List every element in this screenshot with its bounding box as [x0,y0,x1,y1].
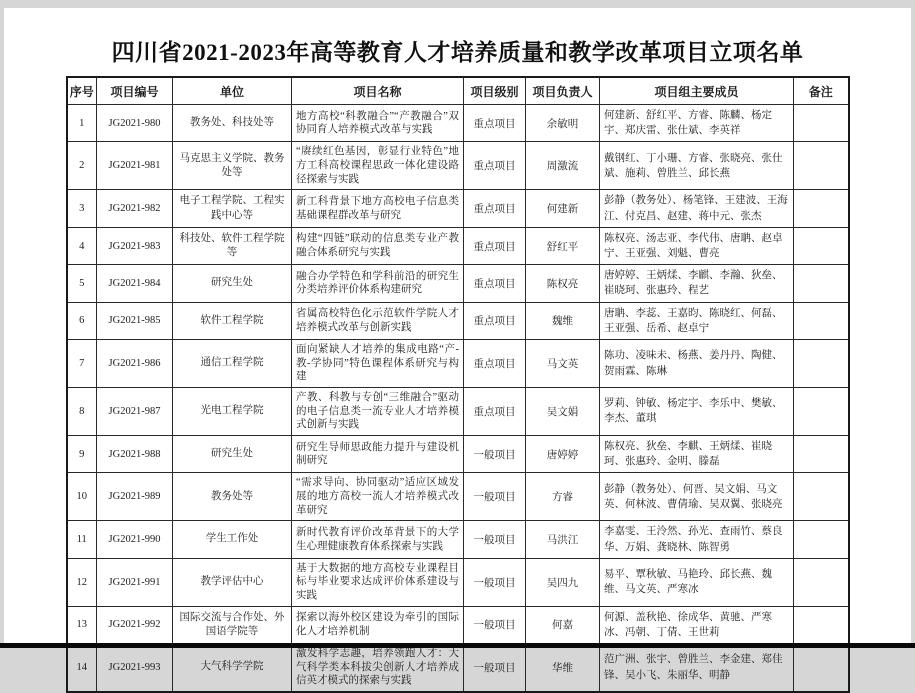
cell-no: 10 [67,473,97,521]
cell-level: 重点项目 [464,142,526,190]
cell-members: 李嘉雯、王泠然、孙光、查雨竹、蔡良华、万娟、龚晓林、陈智勇 [600,521,794,558]
cell-unit: 科技处、软件工程学院等 [173,227,292,264]
cell-note [794,388,849,436]
cell-name: 基于大数据的地方高校专业课程目标与毕业要求达成评价体系建设与实践 [292,558,464,606]
cell-unit: 学生工作处 [173,521,292,558]
cell-name: 激发科学志趣，培养领跑人才：大气科学类本科拔尖创新人才培养成信英才模式的探索与实践 [292,644,464,692]
cell-no: 1 [67,105,97,142]
cell-name: 省属高校特色化示范软件学院人才培养模式改革与创新实践 [292,302,464,339]
header-row [67,77,849,105]
cell-note [794,105,849,142]
cell-note [794,302,849,339]
cell-unit: 马克思主义学院、教务处等 [173,142,292,190]
scan-bottom-edge [0,643,915,648]
cell-name: 研究生导师思政能力提升与建设机制研究 [292,435,464,472]
cell-level: 一般项目 [464,521,526,558]
cell-code: JG2021-982 [97,190,173,227]
column-header-name: 项目名称 [292,77,464,105]
cell-name: “赓续红色基因，彰显行业特色”地方工科高校课程思政一体化建设路径探索与实践 [292,142,464,190]
cell-leader: 余敏明 [526,105,600,142]
cell-name: 产教、科教与专创“三维融合”驱动的电子信息类一流专业人才培养模式创新与实践 [292,388,464,436]
cell-leader: 华维 [526,644,600,692]
cell-level: 重点项目 [464,227,526,264]
cell-code: JG2021-986 [97,340,173,388]
cell-no: 5 [67,265,97,302]
cell-unit: 大气科学学院 [173,644,292,692]
table-row [67,190,849,227]
cell-note [794,142,849,190]
cell-members: 彭静（教务处）、杨笔锋、王建波、王海江、付克昌、赵建、蒋中元、张杰 [600,190,794,227]
cell-code: JG2021-984 [97,265,173,302]
cell-leader: 马文英 [526,340,600,388]
cell-members: 彭静（教务处）、何晋、吴文娟、马文英、何林波、曹倩瑜、吴双翼、张晓亮 [600,473,794,521]
cell-code: JG2021-987 [97,388,173,436]
cell-level: 一般项目 [464,435,526,472]
cell-unit: 研究生处 [173,265,292,302]
cell-no: 8 [67,388,97,436]
cell-code: JG2021-990 [97,521,173,558]
cell-no: 14 [67,644,97,692]
column-header-note: 备注 [794,77,849,105]
cell-no: 13 [67,606,97,643]
cell-unit: 教务处等 [173,473,292,521]
table-row [67,473,849,521]
cell-leader: 魏维 [526,302,600,339]
cell-members: 何建新、舒红平、方睿、陈麟、杨定宇、郑庆雷、张仕斌、李英祥 [600,105,794,142]
cell-no: 3 [67,190,97,227]
cell-note [794,190,849,227]
table-row [67,558,849,606]
cell-level: 重点项目 [464,265,526,302]
cell-members: 陈功、凌味未、杨燕、姜丹丹、陶健、贺雨霖、陈琳 [600,340,794,388]
column-header-unit: 单位 [173,77,292,105]
cell-leader: 吴四九 [526,558,600,606]
cell-unit: 国际交流与合作处、外国语学院等 [173,606,292,643]
cell-note [794,521,849,558]
table-row [67,521,849,558]
cell-name: 面向紧缺人才培养的集成电路“产-教-学协同”特色课程体系研究与构建 [292,340,464,388]
cell-unit: 研究生处 [173,435,292,472]
cell-unit: 教务处、科技处等 [173,105,292,142]
cell-leader: 吴文娟 [526,388,600,436]
cell-no: 12 [67,558,97,606]
cell-name: 构建“四链”联动的信息类专业产教融合体系研究与实践 [292,227,464,264]
cell-code: JG2021-992 [97,606,173,643]
cell-leader: 舒红平 [526,227,600,264]
cell-no: 9 [67,435,97,472]
table-row [67,105,849,142]
cell-code: JG2021-985 [97,302,173,339]
cell-unit: 教学评估中心 [173,558,292,606]
cell-code: JG2021-988 [97,435,173,472]
table-header [67,77,849,105]
cell-members: 戴钢红、丁小珊、方睿、张晓亮、张仕斌、施莉、曾胜兰、邱长燕 [600,142,794,190]
cell-code: JG2021-981 [97,142,173,190]
cell-note [794,606,849,643]
cell-name: 新时代教育评价改革背景下的大学生心理健康教育体系探索与实践 [292,521,464,558]
cell-level: 重点项目 [464,302,526,339]
cell-note [794,473,849,521]
table-row [67,142,849,190]
table-body [67,105,849,693]
cell-note [794,265,849,302]
cell-leader: 方睿 [526,473,600,521]
column-header-members: 项目组主要成员 [600,77,794,105]
cell-name: 地方高校“科教融合”“产教融合”双协同育人培养模式改革与实践 [292,105,464,142]
cell-name: “需求导向、协同驱动”适应区域发展的地方高校一流人才培养模式改革研究 [292,473,464,521]
cell-members: 易平、覃秋敏、马艳玲、邱长燕、魏维、马文英、严寒冰 [600,558,794,606]
cell-leader: 周激流 [526,142,600,190]
scanned-document-page [4,8,911,687]
cell-unit: 通信工程学院 [173,340,292,388]
cell-note [794,435,849,472]
cell-name: 探索以海外校区建设为牵引的国际化人才培养机制 [292,606,464,643]
table-row [67,435,849,472]
cell-level: 重点项目 [464,388,526,436]
table-row [67,388,849,436]
cell-code: JG2021-993 [97,644,173,692]
cell-no: 6 [67,302,97,339]
table-row [67,606,849,643]
cell-note [794,340,849,388]
cell-note [794,644,849,692]
cell-unit: 光电工程学院 [173,388,292,436]
cell-members: 唐聃、李蕊、王嘉昀、陈晓红、何磊、王亚强、岳希、赵卓宁 [600,302,794,339]
cell-name: 融合办学特色和学科前沿的研究生分类培养评价体系构建研究 [292,265,464,302]
cell-members: 范广洲、张宇、曾胜兰、李金建、郑佳锋、吴小飞、朱丽华、明静 [600,644,794,692]
cell-unit: 软件工程学院 [173,302,292,339]
cell-no: 7 [67,340,97,388]
cell-code: JG2021-983 [97,227,173,264]
cell-level: 一般项目 [464,558,526,606]
cell-note [794,227,849,264]
cell-level: 一般项目 [464,644,526,692]
cell-level: 一般项目 [464,473,526,521]
column-header-level: 项目级别 [464,77,526,105]
column-header-no: 序号 [67,77,97,105]
cell-leader: 何建新 [526,190,600,227]
document-title: 四川省2021-2023年高等教育人才培养质量和教学改革项目立项名单 [111,40,804,65]
cell-leader: 唐婷婷 [526,435,600,472]
table-row [67,644,849,692]
cell-leader: 何嘉 [526,606,600,643]
column-header-code: 项目编号 [97,77,173,105]
cell-level: 一般项目 [464,606,526,643]
cell-members: 罗莉、钟敏、杨定宇、李乐中、樊敏、李杰、董琪 [600,388,794,436]
column-header-leader: 项目负责人 [526,77,600,105]
cell-level: 重点项目 [464,340,526,388]
cell-note [794,558,849,606]
table-row [67,302,849,339]
cell-members: 陈权亮、汤志亚、李代伟、唐聃、赵卓宁、王亚强、刘魁、曹亮 [600,227,794,264]
table-row [67,265,849,302]
cell-code: JG2021-980 [97,105,173,142]
cell-members: 唐婷婷、王炳煣、李麒、李瀚、狄垒、崔晓珂、张惠玲、程艺 [600,265,794,302]
cell-code: JG2021-989 [97,473,173,521]
cell-members: 何源、盖秋艳、徐成华、黄驰、严寒冰、冯朝、丁倩、王世莉 [600,606,794,643]
table-row [67,227,849,264]
cell-unit: 电子工程学院、工程实践中心等 [173,190,292,227]
cell-leader: 马洪江 [526,521,600,558]
projects-table [66,76,850,693]
cell-no: 4 [67,227,97,264]
cell-leader: 陈权亮 [526,265,600,302]
cell-code: JG2021-991 [97,558,173,606]
cell-no: 11 [67,521,97,558]
cell-no: 2 [67,142,97,190]
cell-level: 重点项目 [464,190,526,227]
table-row [67,340,849,388]
cell-name: 新工科背景下地方高校电子信息类基础课程群改革与研究 [292,190,464,227]
cell-level: 重点项目 [464,105,526,142]
cell-members: 陈权亮、狄垒、李麒、王炳煣、崔晓珂、张惠玲、金明、滕磊 [600,435,794,472]
